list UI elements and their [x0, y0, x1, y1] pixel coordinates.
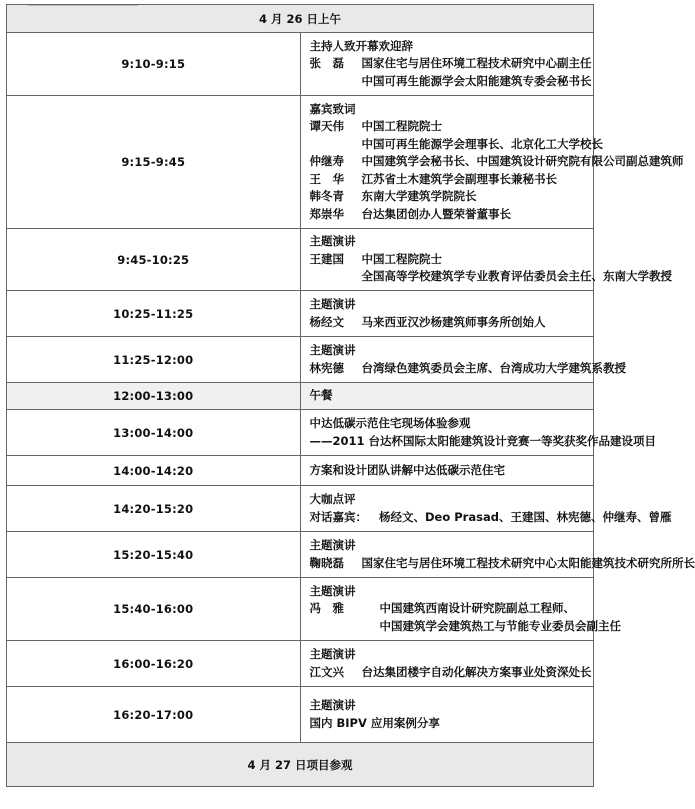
content-cell [300, 229, 672, 291]
table-row [7, 641, 594, 687]
speaker-role: 中国可再生能源学会太阳能建筑专委会秘书长 [361, 73, 592, 88]
speaker-role: 马来西亚汉沙杨建筑师事务所创始人 [361, 314, 546, 329]
content-cell [300, 578, 621, 641]
table-row [7, 687, 594, 743]
time-cell: 11:25-12:00 [7, 337, 301, 383]
table-row [7, 229, 594, 291]
content-cell [300, 687, 594, 743]
cropped-text-fragment [28, 0, 138, 6]
time-cell: 15:20-15:40 [7, 532, 301, 578]
time-cell: 9:10-9:15 [7, 33, 301, 96]
speaker-name: 王建国 [309, 251, 344, 266]
speaker-name: 林宪德 [309, 360, 344, 375]
table-row [7, 532, 594, 578]
content-cell [300, 291, 594, 337]
speaker-role: 中国工程院院士 [361, 251, 442, 266]
table-row [7, 291, 594, 337]
content-cell [300, 410, 657, 456]
guest-role: 江苏省土木建筑学会副理事长兼秘书长 [361, 171, 557, 186]
session-title: 中达低碳示范住宅现场体验参观 [309, 416, 471, 430]
session-title: 主题演讲 [309, 297, 356, 311]
content-cell [300, 532, 695, 578]
session-subtitle: ——2011 台达杯国际太阳能建筑设计竞赛一等奖获奖作品建设项目 [309, 433, 657, 448]
time-cell: 14:00-14:20 [7, 456, 301, 486]
session-title: 主题演讲 [309, 343, 356, 357]
time-cell: 16:00-16:20 [7, 641, 301, 687]
session-title: 大咖点评 [309, 492, 356, 506]
speaker-role: 全国高等学校建筑学专业教育评估委员会主任、东南大学教授 [361, 269, 672, 284]
speaker-name: 张 磊 [309, 56, 344, 71]
session-title: 主题演讲 [309, 234, 356, 249]
speaker-role: 台达集团楼宇自动化解决方案事业处资深处长 [361, 664, 592, 679]
table-row [7, 33, 594, 96]
day-header-row [7, 5, 594, 33]
session-title: 主题演讲 [309, 647, 356, 661]
guest-name: 仲继寿 [309, 154, 344, 169]
speaker-name: 江文兴 [309, 664, 344, 679]
content-cell [300, 33, 594, 96]
session-title: 主题演讲 [309, 538, 356, 552]
day1-header: 4 月 26 日上午 [7, 5, 594, 33]
speaker-name: 冯 雅 [309, 601, 344, 616]
speaker-role: 中国建筑西南设计研究院副总工程师、 [379, 601, 575, 616]
table-row [7, 486, 594, 532]
session-title: 主题演讲 [309, 583, 356, 598]
dialogue-guests: 杨经文、Deo Prasad、王建国、林宪德、仲继寿、曾雁 [379, 509, 672, 524]
speaker-name: 鞠晓磊 [309, 555, 344, 570]
speaker-role: 国家住宅与居住环境工程技术研究中心太阳能建筑技术研究所所长 [361, 555, 695, 570]
time-cell: 16:20-17:00 [7, 687, 301, 743]
guest-name: 郑崇华 [309, 206, 344, 221]
guest-role: 中国建筑学会秘书长、中国建筑设计研究院有限公司副总建筑师 [361, 154, 684, 169]
day-header-row [7, 743, 594, 787]
guest-role: 中国可再生能源学会理事长、北京化工大学校长 [361, 136, 603, 151]
session-title: 主题演讲 [309, 698, 356, 712]
session-title: 午餐 [309, 388, 333, 403]
session-title: 嘉宾致词 [309, 101, 356, 116]
guest-name: 韩冬青 [309, 189, 344, 204]
content-cell [300, 456, 594, 486]
time-cell: 15:40-16:00 [7, 578, 301, 641]
day2-header: 4 月 27 日项目参观 [7, 743, 594, 787]
session-subtitle: 国内 BIPV 应用案例分享 [309, 715, 440, 730]
dialogue-label: 对话嘉宾： [309, 509, 367, 524]
speaker-role: 国家住宅与居住环境工程技术研究中心副主任 [361, 56, 592, 71]
table-row [7, 96, 594, 229]
content-cell [300, 641, 594, 687]
schedule-sheet [6, 4, 695, 787]
speaker-role: 中国建筑学会建筑热工与节能专业委员会副主任 [379, 618, 621, 633]
guest-role: 中国工程院院士 [361, 119, 442, 134]
guest-role: 东南大学建筑学院院长 [361, 189, 477, 204]
schedule-table [6, 4, 695, 787]
time-cell: 10:25-11:25 [7, 291, 301, 337]
content-cell [300, 96, 684, 229]
speaker-name: 杨经文 [309, 314, 344, 329]
content-cell [300, 486, 672, 532]
time-cell: 13:00-14:00 [7, 410, 301, 456]
guest-name: 谭天伟 [309, 119, 344, 134]
guest-name: 王 华 [309, 171, 344, 186]
guest-role: 台达集团创办人暨荣誉董事长 [361, 206, 511, 221]
table-row [7, 337, 594, 383]
table-row [7, 410, 594, 456]
table-row [7, 383, 594, 410]
content-cell [300, 337, 626, 383]
time-cell: 14:20-15:20 [7, 486, 301, 532]
table-row [7, 456, 594, 486]
time-cell: 9:45-10:25 [7, 229, 301, 291]
content-cell [300, 383, 594, 410]
table-row [7, 578, 594, 641]
time-cell: 12:00-13:00 [7, 383, 301, 410]
time-cell: 9:15-9:45 [7, 96, 301, 229]
session-title: 方案和设计团队讲解中达低碳示范住宅 [309, 462, 505, 477]
session-title: 主持人致开幕欢迎辞 [309, 38, 413, 53]
speaker-role: 台湾绿色建筑委员会主席、台湾成功大学建筑系教授 [361, 360, 626, 375]
